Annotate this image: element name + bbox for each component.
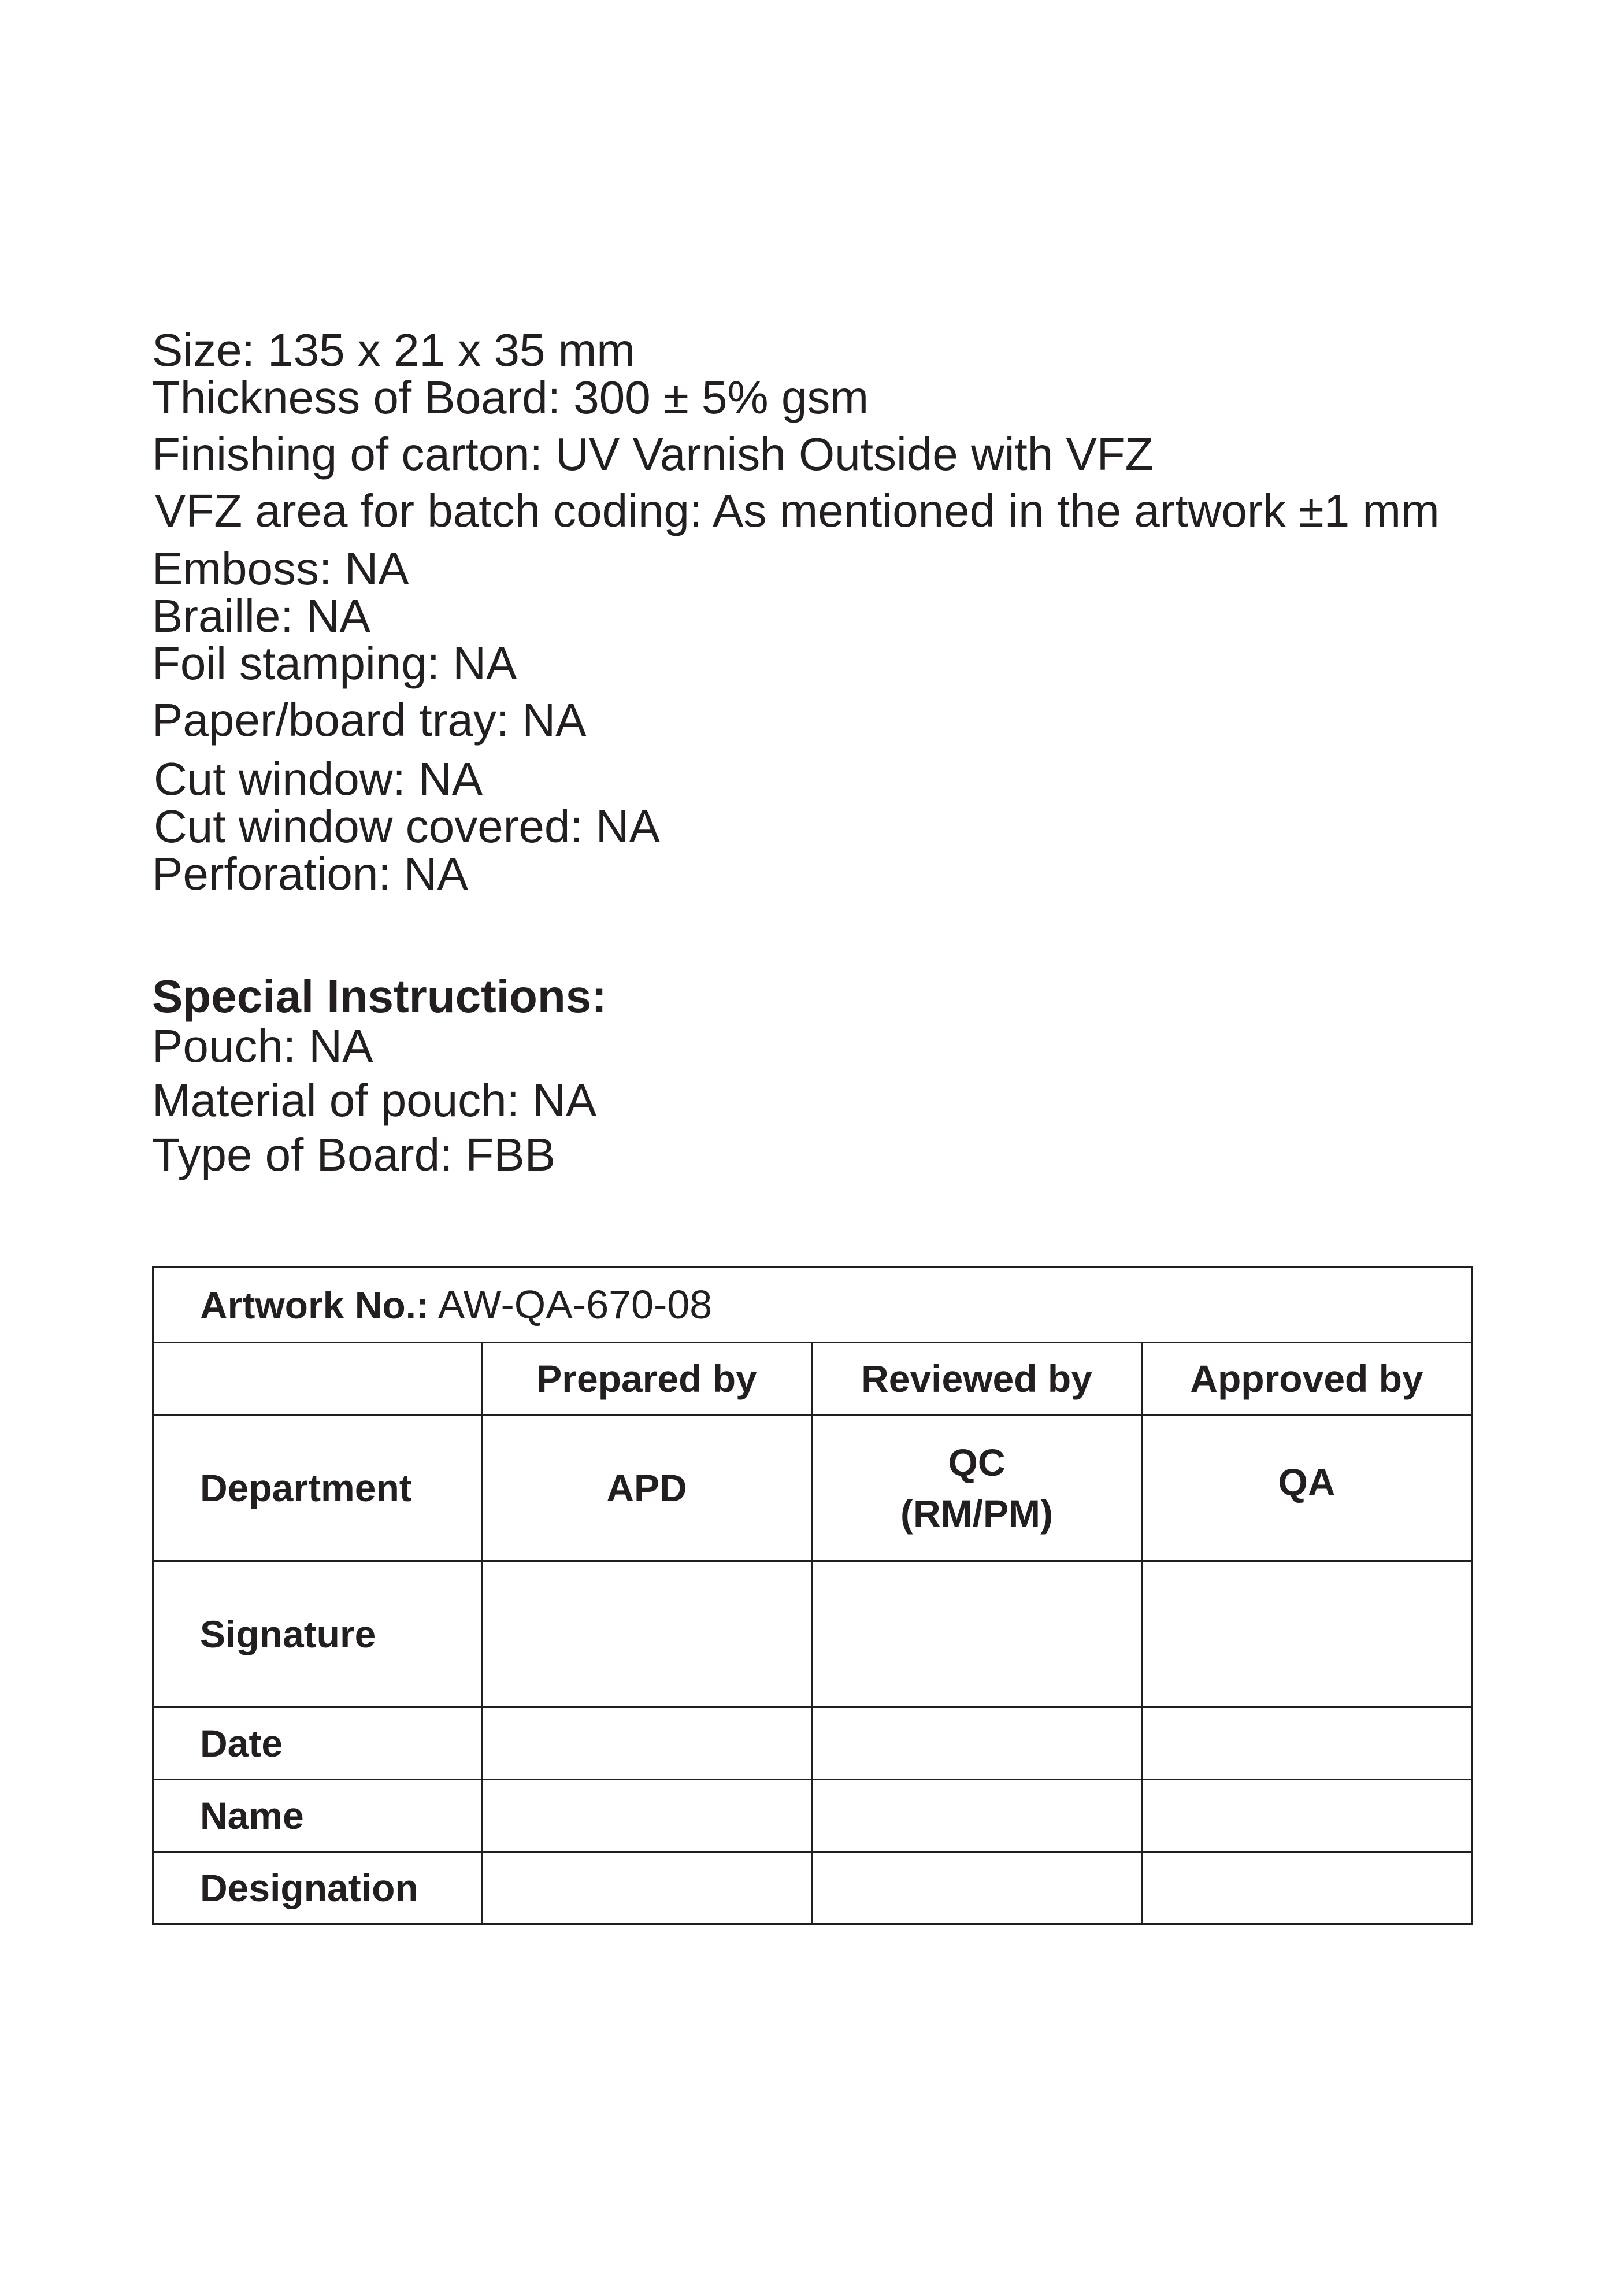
special-instruction-material: Material of pouch: NA [152, 1075, 597, 1126]
header-prepared-by: Prepared by [482, 1343, 812, 1415]
department-prepared-value: APD [482, 1415, 812, 1561]
spec-braille: Braille: NA [152, 590, 370, 642]
artwork-number-value: AW-QA-670-08 [429, 1282, 713, 1327]
department-reviewed-line1: QC [948, 1441, 1006, 1484]
special-instruction-board-type: Type of Board: FBB [152, 1129, 556, 1180]
department-reviewed-value [812, 1415, 1142, 1561]
signature-label: Signature [153, 1561, 482, 1707]
name-label: Name [153, 1780, 482, 1852]
name-row [153, 1780, 1472, 1852]
spec-finishing: Finishing of carton: UV Varnish Outside with VFZ [152, 428, 1154, 480]
header-reviewed-by: Reviewed by [812, 1343, 1142, 1415]
artwork-number-label: Artwork No.: [200, 1284, 429, 1327]
name-approved-cell [1142, 1780, 1472, 1852]
date-prepared-cell [482, 1707, 812, 1780]
department-label: Department [153, 1415, 482, 1561]
designation-reviewed-cell [812, 1852, 1142, 1924]
signature-reviewed-cell [812, 1561, 1142, 1707]
department-row [153, 1415, 1472, 1561]
signature-approved-cell [1142, 1561, 1472, 1707]
designation-prepared-cell [482, 1852, 812, 1924]
date-approved-cell [1142, 1707, 1472, 1780]
approval-table [152, 1266, 1473, 1925]
spec-paper-tray: Paper/board tray: NA [152, 694, 587, 746]
header-empty-cell [153, 1343, 482, 1415]
header-row [153, 1343, 1472, 1415]
department-reviewed-line2: (RM/PM) [900, 1492, 1053, 1535]
designation-row [153, 1852, 1472, 1924]
designation-approved-cell [1142, 1852, 1472, 1924]
spec-thickness: Thickness of Board: 300 ± 5% gsm [152, 372, 869, 423]
special-instruction-pouch: Pouch: NA [152, 1020, 373, 1072]
spec-vfz-area: VFZ area for batch coding: As mentioned in the artwork ±1 mm [155, 485, 1440, 536]
artwork-number-cell [153, 1267, 1472, 1343]
name-prepared-cell [482, 1780, 812, 1852]
spec-size: Size: 135 x 21 x 35 mm [152, 324, 635, 376]
header-approved-by: Approved by [1142, 1343, 1472, 1415]
spec-cut-window-covered: Cut window covered: NA [154, 801, 660, 852]
spec-emboss: Emboss: NA [152, 543, 409, 594]
date-row [153, 1707, 1472, 1780]
spec-perforation: Perforation: NA [152, 848, 468, 899]
special-instructions-title: Special Instructions: [152, 971, 607, 1022]
designation-label: Designation [153, 1852, 482, 1924]
date-label: Date [153, 1707, 482, 1780]
date-reviewed-cell [812, 1707, 1142, 1780]
signature-prepared-cell [482, 1561, 812, 1707]
spec-cut-window: Cut window: NA [154, 753, 483, 805]
name-reviewed-cell [812, 1780, 1142, 1852]
spec-foil-stamping: Foil stamping: NA [152, 638, 517, 689]
signature-row [153, 1561, 1472, 1707]
department-approved-value: QA [1142, 1415, 1472, 1561]
artwork-row [153, 1267, 1472, 1343]
